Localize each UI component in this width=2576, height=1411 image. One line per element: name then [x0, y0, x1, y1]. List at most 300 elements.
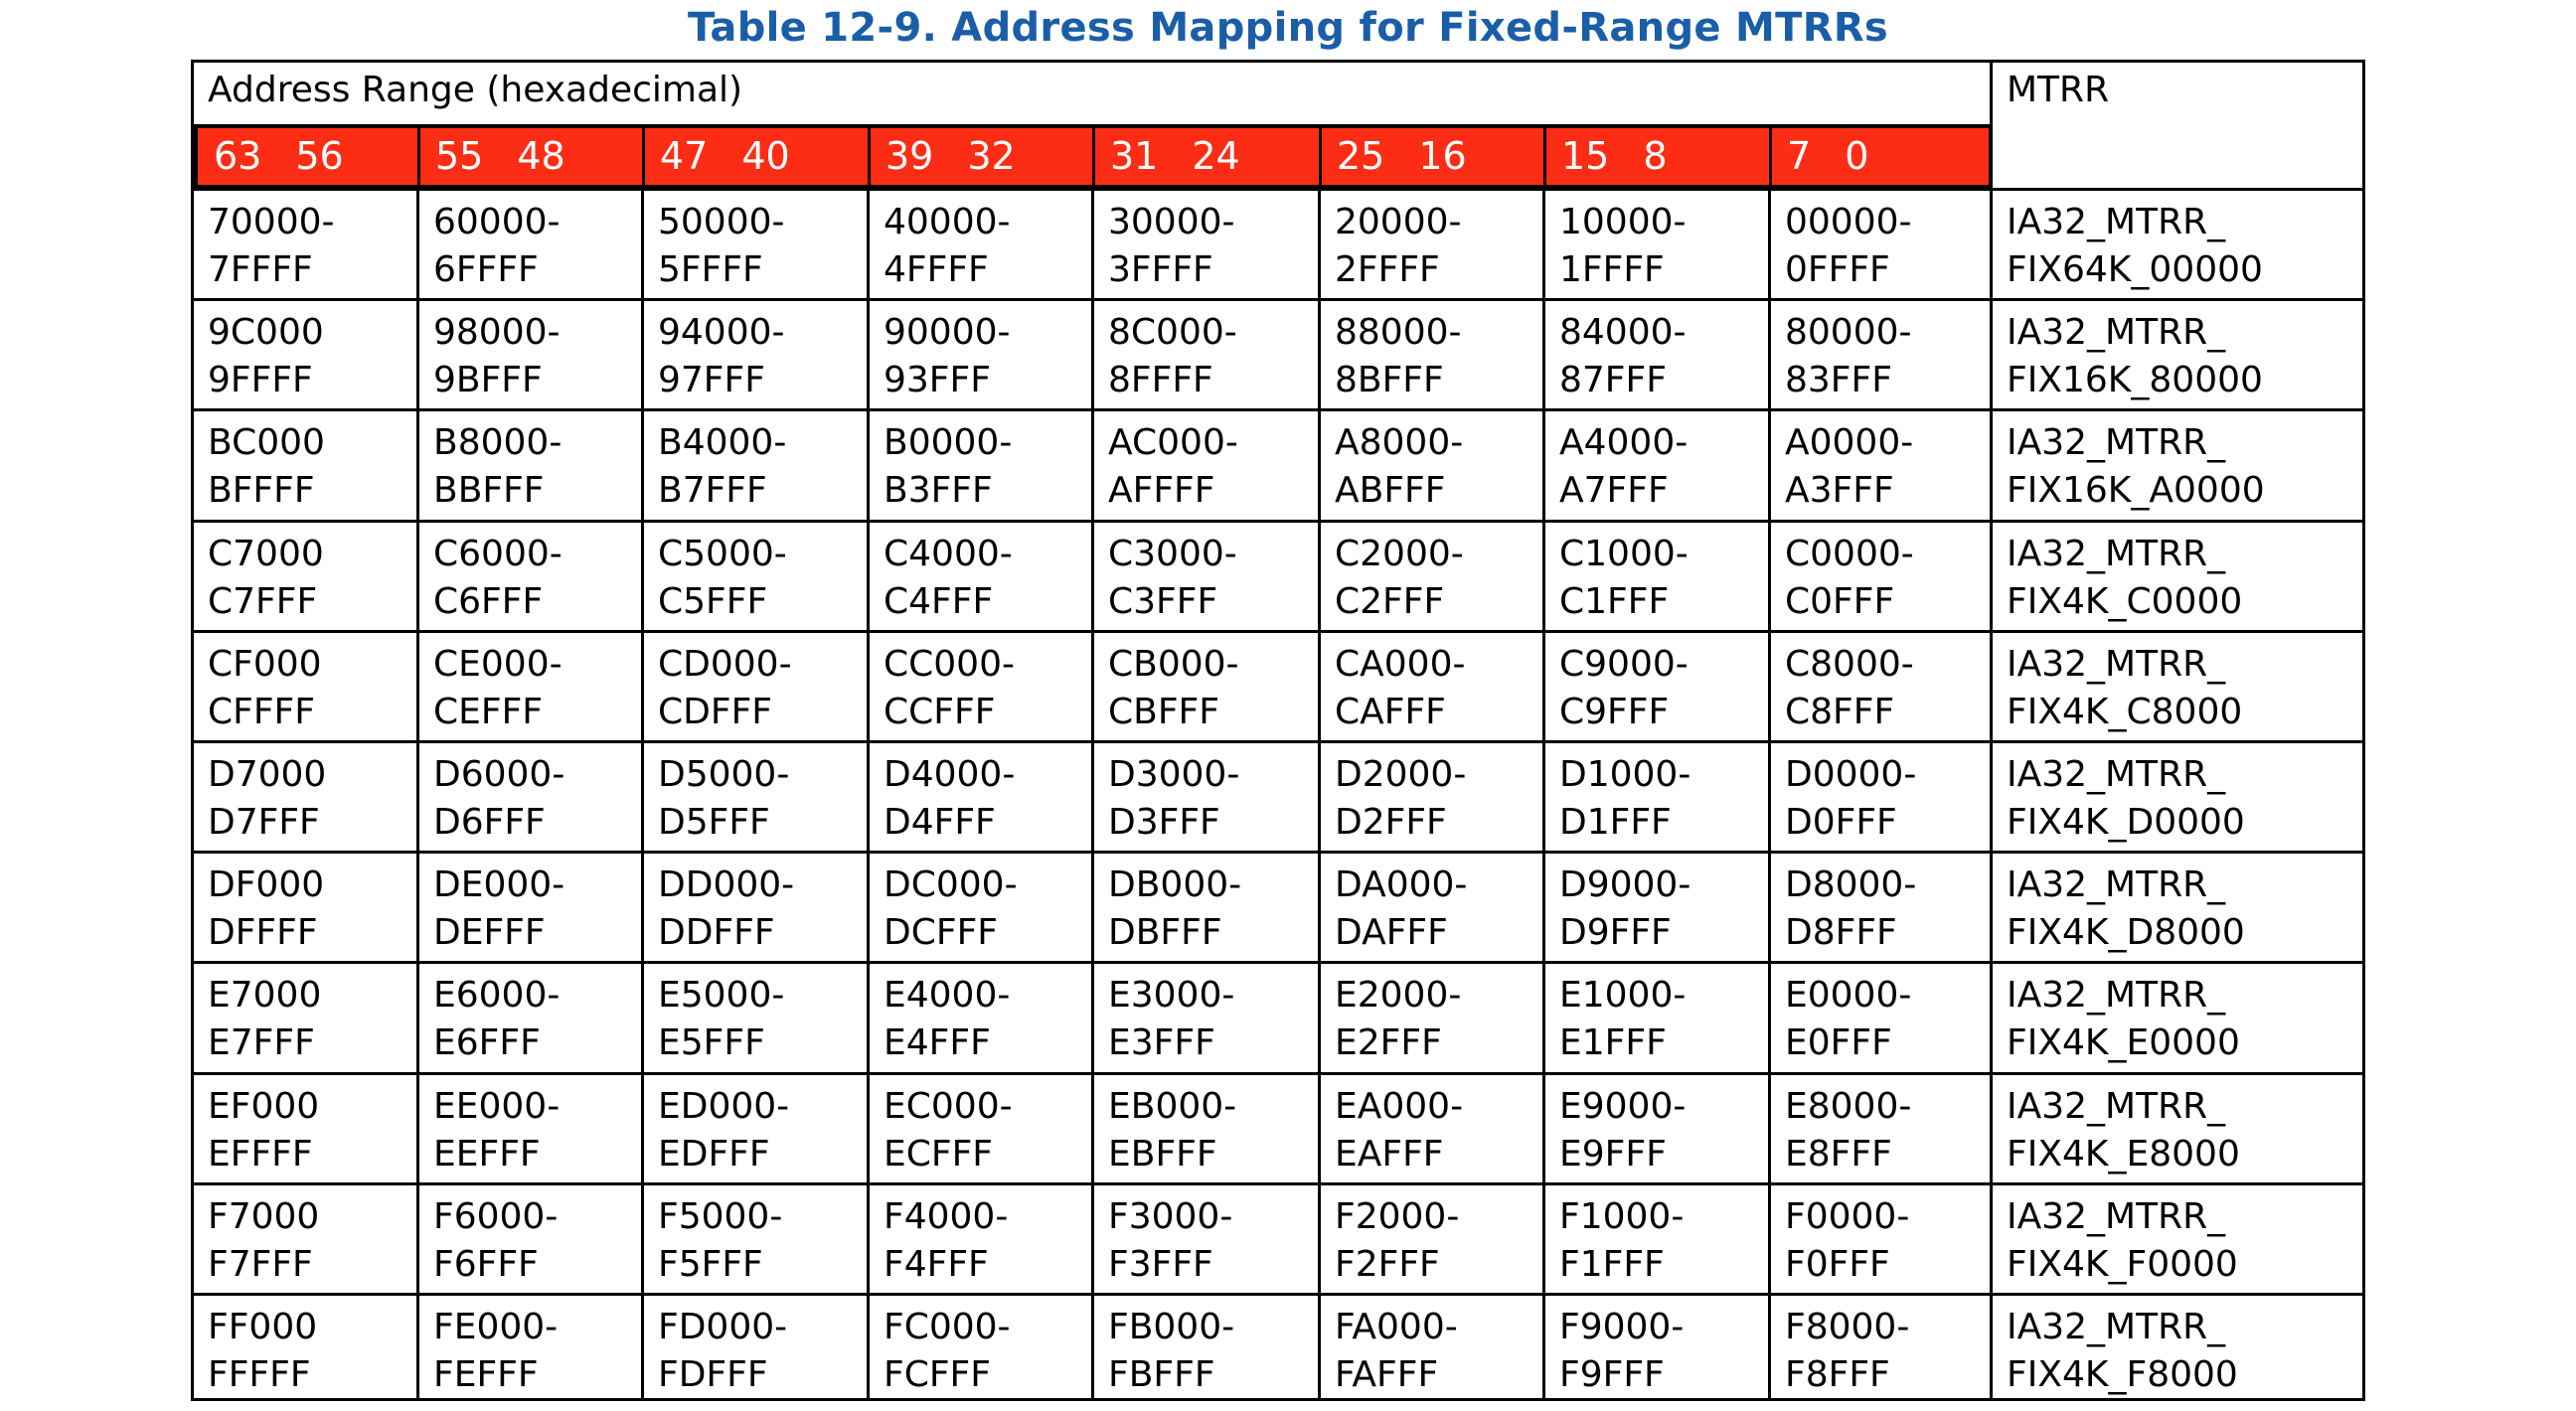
range-start: DE000-	[433, 864, 565, 906]
range-end: DCFFF	[884, 912, 998, 954]
mtrr-prefix: IA32_MTRR_	[2007, 202, 2226, 242]
bit-lo: 24	[1192, 134, 1240, 178]
address-range-cell	[1321, 409, 1545, 520]
mtrr-prefix: IA32_MTRR_	[2007, 1307, 2226, 1347]
address-range-cell	[419, 299, 644, 409]
bit-range-2	[644, 128, 870, 185]
range-end: CBFFF	[1108, 691, 1219, 732]
range-start: D2000-	[1335, 754, 1467, 795]
mtrr-suffix: FIX4K_C0000	[2007, 580, 2243, 622]
bit-range-7	[1771, 128, 1993, 185]
range-start: DF000	[208, 864, 325, 906]
range-end: E7FFF	[208, 1022, 315, 1064]
range-end: D7FFF	[208, 802, 320, 843]
range-start: DB000-	[1108, 864, 1242, 906]
address-range-cell	[870, 741, 1094, 852]
bit-hi: 31	[1110, 134, 1159, 178]
range-end: EDFFF	[658, 1133, 770, 1175]
range-start: E2000-	[1335, 975, 1462, 1017]
range-end: E8FFF	[1785, 1133, 1892, 1175]
address-range-cell	[419, 1183, 644, 1294]
address-range-cell	[1771, 1294, 1993, 1404]
range-end: B7FFF	[658, 470, 767, 512]
range-start: 40000-	[884, 202, 1011, 242]
range-end: 3FFFF	[1108, 249, 1213, 290]
range-end: C6FFF	[433, 580, 544, 622]
range-end: F1FFF	[1559, 1243, 1665, 1285]
column-divider	[867, 189, 870, 1398]
range-end: 0FFFF	[1785, 249, 1890, 290]
range-start: F3000-	[1108, 1195, 1233, 1237]
range-start: ED000-	[658, 1085, 790, 1127]
range-end: D5FFF	[658, 802, 770, 843]
bit-divider	[1543, 128, 1546, 185]
address-range-cell	[1321, 521, 1545, 631]
range-start: 10000-	[1559, 202, 1687, 242]
range-start: E1000-	[1559, 975, 1687, 1017]
range-end: 8FFFF	[1108, 360, 1213, 401]
range-start: FC000-	[884, 1307, 1011, 1347]
address-range-cell	[419, 189, 644, 299]
mtrr-prefix: IA32_MTRR_	[2007, 1195, 2226, 1237]
bit-hi: 15	[1561, 134, 1610, 178]
range-start: C7000	[208, 533, 324, 574]
range-start: A4000-	[1559, 422, 1689, 464]
range-start: D3000-	[1108, 754, 1240, 795]
range-start: F1000-	[1559, 1195, 1685, 1237]
range-end: E0FFF	[1785, 1022, 1892, 1064]
address-range-cell	[1094, 1183, 1321, 1294]
mtrr-name-cell	[1993, 1294, 2365, 1404]
bit-hi: 39	[886, 134, 934, 178]
range-end: FCFFF	[884, 1354, 991, 1395]
range-start: 9C000	[208, 312, 324, 354]
range-start: D6000-	[433, 754, 565, 795]
range-start: B0000-	[884, 422, 1013, 464]
address-range-cell	[644, 409, 870, 520]
range-end: 9FFFF	[208, 360, 313, 401]
range-end: E2FFF	[1335, 1022, 1442, 1064]
range-end: E5FFF	[658, 1022, 765, 1064]
mtrr-prefix: IA32_MTRR_	[2007, 864, 2226, 906]
range-end: BFFFF	[208, 470, 315, 512]
address-range-cell	[1771, 741, 1993, 852]
range-end: DFFFF	[208, 912, 318, 954]
range-start: D0000-	[1785, 754, 1917, 795]
bit-lo: 48	[517, 134, 565, 178]
range-start: C4000-	[884, 533, 1013, 574]
mtrr-prefix: IA32_MTRR_	[2007, 312, 2226, 354]
address-range-cell	[644, 631, 870, 741]
range-end: 7FFFF	[208, 249, 313, 290]
address-range-cell	[1321, 962, 1545, 1072]
range-start: 98000-	[433, 312, 561, 354]
address-range-cell	[644, 1294, 870, 1404]
range-end: F2FFF	[1335, 1243, 1440, 1285]
range-start: E8000-	[1785, 1085, 1912, 1127]
address-range-cell	[1321, 1073, 1545, 1183]
range-start: C6000-	[433, 533, 563, 574]
address-range-cell	[419, 409, 644, 520]
range-start: F7000	[208, 1195, 320, 1237]
address-range-cell	[1094, 1294, 1321, 1404]
address-range-cell	[870, 1294, 1094, 1404]
address-range-cell	[419, 741, 644, 852]
range-start: 88000-	[1335, 312, 1462, 354]
address-range-cell	[1545, 189, 1771, 299]
address-range-cell	[644, 962, 870, 1072]
address-range-cell	[1094, 189, 1321, 299]
column-divider	[1542, 189, 1545, 1398]
mtrr-name-cell	[1993, 1183, 2365, 1294]
range-end: C9FFF	[1559, 691, 1670, 732]
range-start: BC000	[208, 422, 325, 464]
range-end: E1FFF	[1559, 1022, 1667, 1064]
range-end: EEFFF	[433, 1133, 541, 1175]
range-end: C7FFF	[208, 580, 318, 622]
range-start: CD000-	[658, 643, 792, 685]
address-range-cell	[1094, 852, 1321, 962]
address-range-cell	[644, 1183, 870, 1294]
range-start: B8000-	[433, 422, 563, 464]
address-range-cell	[1545, 521, 1771, 631]
range-start: D5000-	[658, 754, 790, 795]
range-end: CCFFF	[884, 691, 996, 732]
range-start: CA000-	[1335, 643, 1466, 685]
range-end: 9BFFF	[433, 360, 543, 401]
address-range-cell	[644, 189, 870, 299]
range-end: A7FFF	[1559, 470, 1669, 512]
range-end: D2FFF	[1335, 802, 1447, 843]
address-range-cell	[870, 1073, 1094, 1183]
range-start: EC000-	[884, 1085, 1013, 1127]
range-start: 20000-	[1335, 202, 1462, 242]
bit-range-3	[870, 128, 1094, 185]
range-start: 94000-	[658, 312, 785, 354]
range-end: C4FFF	[884, 580, 994, 622]
range-end: B3FFF	[884, 470, 993, 512]
range-end: E9FFF	[1559, 1133, 1667, 1175]
address-range-cell	[419, 1294, 644, 1404]
address-range-cell	[194, 741, 419, 852]
address-range-cell	[1094, 409, 1321, 520]
address-range-cell	[870, 631, 1094, 741]
address-range-cell	[1094, 299, 1321, 409]
address-range-cell	[194, 409, 419, 520]
column-divider	[416, 189, 419, 1398]
address-range-cell	[644, 1073, 870, 1183]
address-range-cell	[1321, 299, 1545, 409]
column-divider	[1318, 189, 1321, 1398]
mtrr-name-cell	[1993, 299, 2365, 409]
mtrr-prefix: IA32_MTRR_	[2007, 422, 2226, 464]
range-start: FD000-	[658, 1307, 788, 1347]
range-start: FF000	[208, 1307, 318, 1347]
address-range-cell	[194, 1073, 419, 1183]
mtrr-prefix: IA32_MTRR_	[2007, 643, 2226, 685]
range-start: C3000-	[1108, 533, 1237, 574]
bit-range-4	[1094, 128, 1321, 185]
range-end: DDFFF	[658, 912, 775, 954]
mtrr-name-cell	[1993, 189, 2365, 299]
mtrr-suffix: FIX4K_F8000	[2007, 1354, 2238, 1395]
bit-divider	[868, 128, 871, 185]
bit-divider	[1092, 128, 1095, 185]
range-end: F0FFF	[1785, 1243, 1890, 1285]
address-range-cell	[1094, 1073, 1321, 1183]
address-mapping-table	[191, 60, 2365, 1401]
address-range-cell	[644, 299, 870, 409]
range-end: 2FFFF	[1335, 249, 1440, 290]
bit-range-6	[1545, 128, 1771, 185]
range-start: EB000-	[1108, 1085, 1237, 1127]
address-range-cell	[870, 409, 1094, 520]
range-start: E4000-	[884, 975, 1011, 1017]
range-end: A3FFF	[1785, 470, 1894, 512]
bit-range-5	[1321, 128, 1545, 185]
address-range-cell	[644, 741, 870, 852]
range-end: D4FFF	[884, 802, 996, 843]
mtrr-suffix: FIX16K_A0000	[2007, 470, 2265, 512]
range-start: EE000-	[433, 1085, 561, 1127]
bit-hi: 25	[1337, 134, 1385, 178]
range-start: C5000-	[658, 533, 787, 574]
range-start: DC000-	[884, 864, 1018, 906]
address-range-cell	[1771, 852, 1993, 962]
bit-hi: 7	[1787, 134, 1812, 178]
mtrr-prefix: IA32_MTRR_	[2007, 1085, 2226, 1127]
address-range-cell	[1771, 631, 1993, 741]
range-start: E6000-	[433, 975, 561, 1017]
range-end: C3FFF	[1108, 580, 1218, 622]
range-start: E7000	[208, 975, 322, 1017]
address-range-cell	[419, 962, 644, 1072]
range-end: AFFFF	[1108, 470, 1215, 512]
range-start: F9000-	[1559, 1307, 1685, 1347]
mtrr-suffix: FIX4K_F0000	[2007, 1243, 2238, 1285]
range-end: 5FFFF	[658, 249, 763, 290]
bit-divider	[642, 128, 645, 185]
mtrr-prefix: IA32_MTRR_	[2007, 533, 2226, 574]
mtrr-suffix: FIX64K_00000	[2007, 249, 2263, 290]
range-start: CC000-	[884, 643, 1015, 685]
address-range-cell	[194, 631, 419, 741]
address-range-cell	[194, 1183, 419, 1294]
mtrr-prefix: IA32_MTRR_	[2007, 975, 2226, 1017]
range-start: A8000-	[1335, 422, 1464, 464]
range-start: D9000-	[1559, 864, 1691, 906]
range-end: 8BFFF	[1335, 360, 1444, 401]
address-range-cell	[1545, 852, 1771, 962]
range-end: 1FFFF	[1559, 249, 1665, 290]
address-range-cell	[870, 521, 1094, 631]
table-title: Table 12-9. Address Mapping for Fixed-Range MTRRs	[687, 5, 1889, 51]
range-end: 83FFF	[1785, 360, 1892, 401]
range-end: CEFFF	[433, 691, 544, 732]
range-start: 00000-	[1785, 202, 1912, 242]
address-range-cell	[870, 189, 1094, 299]
range-end: CFFFF	[208, 691, 315, 732]
range-end: FFFFF	[208, 1354, 311, 1395]
address-range-cell	[1771, 1183, 1993, 1294]
range-end: E4FFF	[884, 1022, 991, 1064]
range-start: DA000-	[1335, 864, 1468, 906]
range-start: CE000-	[433, 643, 563, 685]
address-range-cell	[194, 1294, 419, 1404]
range-end: CDFFF	[658, 691, 772, 732]
range-start: CF000	[208, 643, 322, 685]
range-end: C1FFF	[1559, 580, 1670, 622]
address-range-cell	[644, 852, 870, 962]
range-start: E9000-	[1559, 1085, 1687, 1127]
range-start: AC000-	[1108, 422, 1238, 464]
address-range-cell	[1545, 962, 1771, 1072]
address-range-cell	[1545, 409, 1771, 520]
address-range-cell	[1094, 521, 1321, 631]
mtrr-suffix: FIX4K_E0000	[2007, 1022, 2240, 1064]
address-range-cell	[1545, 1294, 1771, 1404]
range-end: EFFFF	[208, 1133, 313, 1175]
address-range-cell	[1771, 521, 1993, 631]
mtrr-suffix: FIX16K_80000	[2007, 360, 2263, 401]
range-start: A0000-	[1785, 422, 1914, 464]
address-range-cell	[870, 852, 1094, 962]
bit-range-header-row	[194, 124, 1993, 189]
address-range-cell	[1771, 189, 1993, 299]
range-end: C2FFF	[1335, 580, 1445, 622]
address-range-cell	[1094, 631, 1321, 741]
address-range-cell	[1545, 741, 1771, 852]
address-range-cell	[194, 189, 419, 299]
bit-lo: 16	[1418, 134, 1467, 178]
address-range-cell	[194, 521, 419, 631]
address-range-cell	[644, 521, 870, 631]
address-range-cell	[419, 521, 644, 631]
range-start: D8000-	[1785, 864, 1917, 906]
address-range-cell	[1094, 741, 1321, 852]
range-end: DBFFF	[1108, 912, 1222, 954]
range-end: D1FFF	[1559, 802, 1672, 843]
range-start: D7000	[208, 754, 327, 795]
range-end: F9FFF	[1559, 1354, 1665, 1395]
address-range-cell	[1321, 189, 1545, 299]
address-range-cell	[1545, 631, 1771, 741]
mtrr-name-cell	[1993, 852, 2365, 962]
range-start: CB000-	[1108, 643, 1239, 685]
bit-divider	[1319, 128, 1322, 185]
address-range-cell	[1545, 299, 1771, 409]
mtrr-suffix: FIX4K_D0000	[2007, 802, 2245, 843]
range-end: E3FFF	[1108, 1022, 1215, 1064]
address-range-cell	[194, 852, 419, 962]
range-end: FDFFF	[658, 1354, 768, 1395]
address-range-cell	[1771, 409, 1993, 520]
range-start: 70000-	[208, 202, 335, 242]
mtrr-name-cell	[1993, 521, 2365, 631]
address-range-cell	[1321, 631, 1545, 741]
range-end: 4FFFF	[884, 249, 989, 290]
address-range-cell	[419, 1073, 644, 1183]
bit-lo: 32	[967, 134, 1016, 178]
range-end: FBFFF	[1108, 1354, 1215, 1395]
range-start: EA000-	[1335, 1085, 1464, 1127]
range-start: D4000-	[884, 754, 1016, 795]
bit-divider	[417, 128, 420, 185]
bit-lo: 8	[1643, 134, 1668, 178]
bit-hi: 63	[214, 134, 262, 178]
range-start: 30000-	[1108, 202, 1235, 242]
range-end: 6FFFF	[433, 249, 539, 290]
column-divider	[1768, 189, 1771, 1398]
range-start: 90000-	[884, 312, 1011, 354]
mtrr-suffix: FIX4K_E8000	[2007, 1133, 2240, 1175]
header-address-range: Address Range (hexadecimal)	[208, 70, 743, 110]
range-end: FAFFF	[1335, 1354, 1439, 1395]
mtrr-prefix: IA32_MTRR_	[2007, 754, 2226, 795]
range-end: FEFFF	[433, 1354, 539, 1395]
range-end: D9FFF	[1559, 912, 1672, 954]
range-end: 87FFF	[1559, 360, 1667, 401]
range-start: FA000-	[1335, 1307, 1458, 1347]
range-end: F6FFF	[433, 1243, 539, 1285]
address-range-cell	[1094, 962, 1321, 1072]
address-range-cell	[419, 852, 644, 962]
range-start: F8000-	[1785, 1307, 1910, 1347]
range-start: E0000-	[1785, 975, 1912, 1017]
address-range-cell	[419, 631, 644, 741]
range-start: FE000-	[433, 1307, 559, 1347]
address-range-cell	[1321, 852, 1545, 962]
address-range-cell	[1545, 1073, 1771, 1183]
address-range-cell	[870, 962, 1094, 1072]
mtrr-suffix: FIX4K_C8000	[2007, 691, 2243, 732]
range-end: DAFFF	[1335, 912, 1448, 954]
range-end: D8FFF	[1785, 912, 1897, 954]
range-start: C9000-	[1559, 643, 1689, 685]
range-start: F5000-	[658, 1195, 783, 1237]
address-range-cell	[1771, 962, 1993, 1072]
address-range-cell	[1321, 741, 1545, 852]
range-start: F0000-	[1785, 1195, 1910, 1237]
column-divider	[1091, 189, 1094, 1398]
range-start: E5000-	[658, 975, 785, 1017]
range-end: F8FFF	[1785, 1354, 1890, 1395]
address-range-cell	[194, 962, 419, 1072]
range-end: EAFFF	[1335, 1133, 1444, 1175]
range-end: ECFFF	[884, 1133, 994, 1175]
range-end: 97FFF	[658, 360, 765, 401]
bit-lo: 56	[295, 134, 344, 178]
address-range-cell	[1321, 1294, 1545, 1404]
mtrr-name-cell	[1993, 409, 2365, 520]
range-end: F7FFF	[208, 1243, 313, 1285]
range-end: C0FFF	[1785, 580, 1895, 622]
range-start: DD000-	[658, 864, 795, 906]
address-range-cell	[1321, 1183, 1545, 1294]
address-range-cell	[1771, 1073, 1993, 1183]
range-start: 80000-	[1785, 312, 1912, 354]
range-start: B4000-	[658, 422, 787, 464]
bit-lo: 0	[1845, 134, 1869, 178]
range-start: 60000-	[433, 202, 561, 242]
range-start: F4000-	[884, 1195, 1009, 1237]
address-range-cell	[870, 299, 1094, 409]
mtrr-name-cell	[1993, 631, 2365, 741]
column-divider	[641, 189, 644, 1398]
range-end: DEFFF	[433, 912, 546, 954]
range-end: 93FFF	[884, 360, 991, 401]
bit-hi: 47	[660, 134, 709, 178]
